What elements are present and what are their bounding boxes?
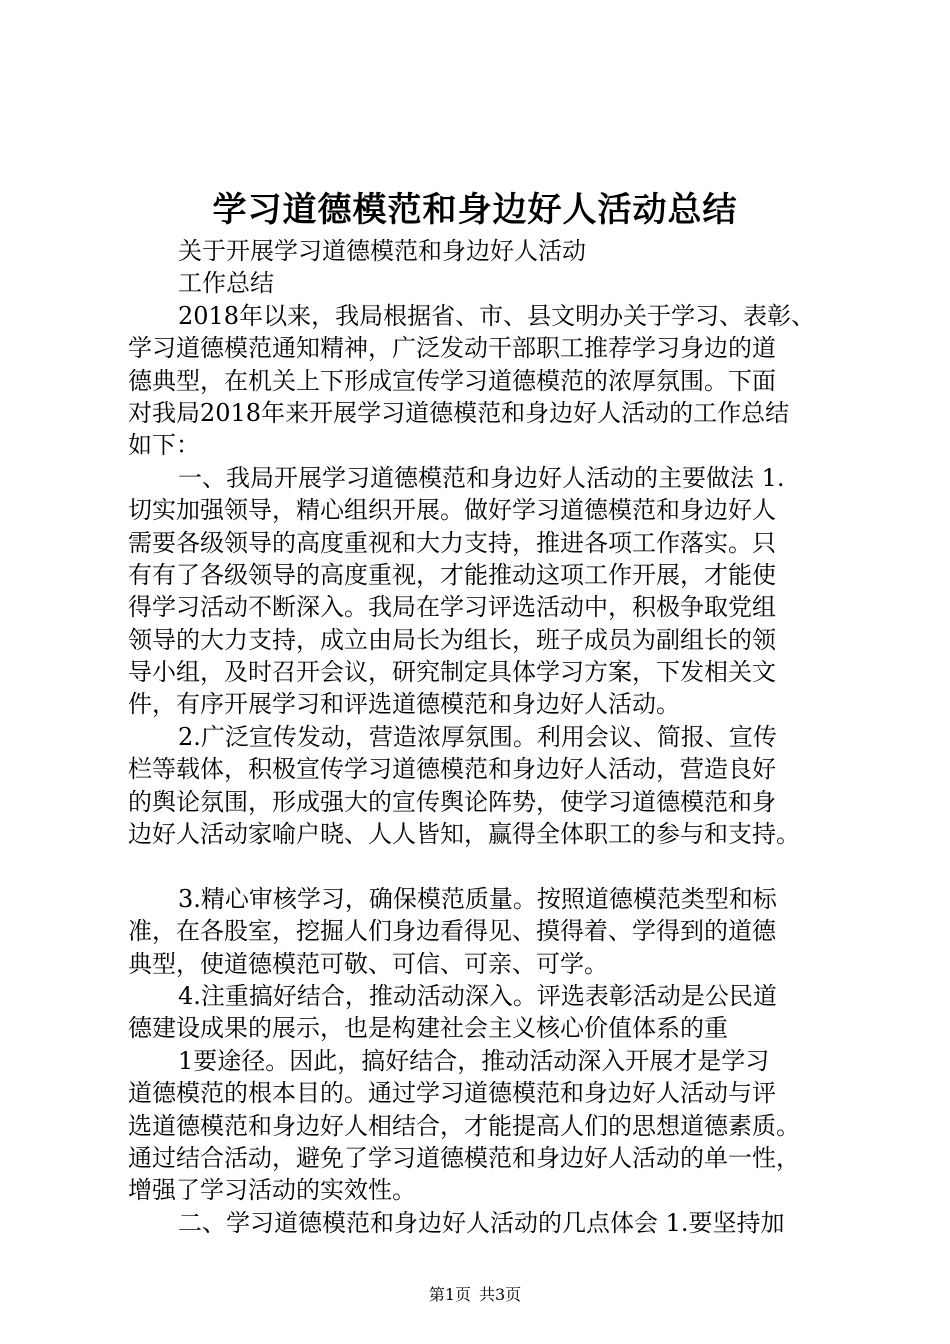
text-line: 关于开展学习道德模范和身边好人活动 — [178, 237, 586, 265]
text-line: 得学习活动不断深入。我局在学习评选活动中，积极争取党组 — [128, 593, 776, 622]
text-line: 切实加强领导，精心组织开展。做好学习道德模范和身边好人 — [128, 496, 776, 525]
blank-line — [128, 850, 838, 882]
page-total: 共3页 — [479, 1285, 522, 1304]
page-footer — [0, 1284, 950, 1306]
text-line: 栏等载体，积极宣传学习道德模范和身边好人活动，营造良好 — [128, 755, 776, 784]
document-body — [128, 235, 838, 1239]
text-line: 准，在各股室，挖掘人们身边看得见、摸得着、学得到的道德 — [128, 917, 776, 946]
text-line: 1要途径。因此，搞好结合，推动活动深入开展才是学习 — [178, 1046, 770, 1075]
text-line: 的舆论氛围，形成强大的宣传舆论阵势，使学习道德模范和身 — [128, 787, 776, 816]
text-line: 道德模范的根本目的。通过学习道德模范和身边好人活动与评 — [128, 1079, 776, 1108]
text-line: 如下： — [128, 431, 200, 460]
text-line: 边好人活动家喻户晓、人人皆知，赢得全体职工的参与和支持。 — [128, 820, 800, 849]
text-line: 典型，使道德模范可敬、可信、可亲、可学。 — [128, 949, 608, 978]
text-line: 增强了学习活动的实效性。 — [128, 1176, 416, 1205]
text-line: 一、我局开展学习道德模范和身边好人活动的主要做法 1. — [178, 463, 785, 492]
text-line: 通过结合活动，避免了学习道德模范和身边好人活动的单一性， — [128, 1143, 800, 1172]
text-line: 件，有序开展学习和评选道德模范和身边好人活动。 — [128, 690, 680, 719]
text-line: 德建设成果的展示，也是构建社会主义核心价值体系的重 — [128, 1014, 728, 1043]
text-line: 德典型，在机关上下形成宣传学习道德模范的浓厚氛围。下面 — [128, 366, 776, 395]
text-line: 导小组，及时召开会议，研究制定具体学习方案，下发相关文 — [128, 658, 776, 687]
text-line: 选道德模范和身边好人相结合，才能提高人们的思想道德素质。 — [128, 1111, 800, 1140]
text-line: 领导的大力支持，成立由局长为组长，班子成员为副组长的领 — [128, 625, 776, 654]
text-line: 工作总结 — [178, 269, 274, 298]
text-line: 有有了各级领导的高度重视，才能推动这项工作开展，才能使 — [128, 560, 776, 589]
text-line: 3.精心审核学习，确保模范质量。按照道德模范类型和标 — [178, 884, 777, 913]
text-line: 2018年以来，我局根据省、市、县文明办关于学习、表彰、 — [178, 301, 816, 330]
text-line: 2.广泛宣传发动，营造浓厚氛围。利用会议、简报、宣传 — [178, 722, 777, 751]
page-number: 第1页 — [428, 1285, 471, 1304]
document-title: 学习道德模范和身边好人活动总结 — [212, 190, 738, 230]
text-line: 需要各级领导的高度重视和大力支持，推进各项工作落实。只 — [128, 528, 776, 557]
text-line: 4.注重搞好结合，推动活动深入。评选表彰活动是公民道 — [178, 981, 777, 1010]
text-line: 对我局2018年来开展学习道德模范和身边好人活动的工作总结 — [128, 398, 790, 427]
text-line: 学习道德模范通知精神，广泛发动干部职工推荐学习身边的道 — [128, 334, 776, 363]
text-line: 二、学习道德模范和身边好人活动的几点体会 1.要坚持加 — [178, 1208, 785, 1237]
